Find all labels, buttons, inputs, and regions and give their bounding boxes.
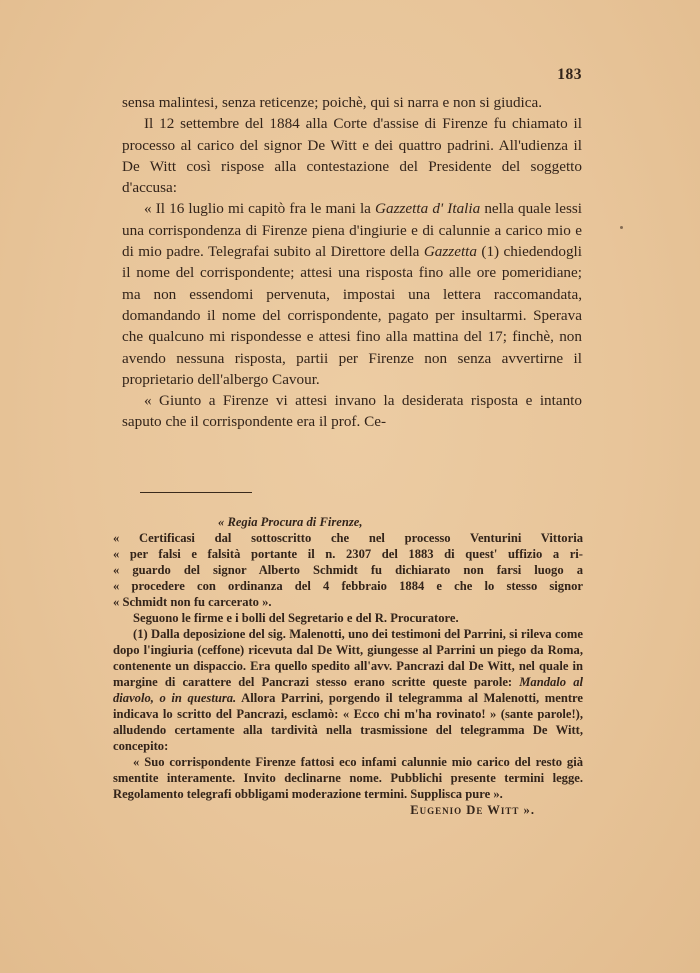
certificate-line: « procedere con ordinanza del 4 febbraio 1884 e che lo stesso signor	[113, 579, 583, 593]
footnote-telegram: « Suo corrispondente Firenze fattosi eco infami calunnie mio carico del resto già smentite interamente. Invito declinarne nome. Pubblichi presente termini legge. Regolamento telegrafi obbligami moderazione termini. Supplisca pure ».	[113, 755, 583, 801]
footnote-note1	[113, 626, 583, 754]
certificate-line: « guardo del signor Alberto Schmidt fu dichiarato non farsi luogo a	[113, 563, 583, 577]
statement-text-2: nella quale lessi una corrispondenza di Firenze piena d'ingiurie e di calunnie a carico mio e di mio padre. Telegrafai subito al Direttore della	[122, 200, 582, 261]
footnote-procura-heading: « Regia Procura di Firenze,	[218, 515, 363, 529]
paragraph-trial-intro: Il 12 settembre del 1884 alla Corte d'assise di Firenze fu chiamato il processo al carico del signor De Witt e dei quattro padrini. All'udienza il De Witt così rispose alla contestazione del Presidente del soggetto d'accusa:	[122, 115, 582, 197]
paragraph-continuation: sensa malintesi, senza reticenze; poichè, qui si narra e non si giudica.	[122, 94, 543, 111]
italic-mandalo-al-diavolo: Mandalo al diavolo, o in questura.	[113, 675, 583, 705]
footnote-signatures-line: Seguono le firme e i bolli del Segretario e del R. Procuratore.	[133, 611, 459, 625]
note1-text-1: (1) Dalla deposizione del sig. Malenotti, uno dei testimoni del Parrini, si rileva come dopo l'ingiuria (ceffone) ricevuta dal De Witt, giungesse al Parrini un piego da Roma, contenente un dispaccio. Era quello spedito all'avv. Pancrazi dal De Witt, nel quale in margine di carattere del Pancrazi stesso erano scritte queste parole:	[113, 627, 583, 689]
note1-text-2: Allora Parrini, porgendo il telegramma al Malenotti, mentre indicava lo scritto del Pancrazi, esclamò: « Ecco chi m'ha rovinato! » (sante parole!), alludendo certamente alla tardività nella trasmissione del telegramma De Witt, concepito:	[113, 691, 583, 753]
statement-text-3: (1) chiedendogli il nome del corrispondente; attesi una risposta fino alle ore pomeridiane; ma non essendomi pervenuta, impostai una lettera raccomandata, domandando il nome del corrispondente, pagato per insultarmi. Sperava che qualcuno mi rispondesse e attesi fino alla mattina del 17; finchè, non avendo nessuna risposta, partii per Firenze non senza avvertirne il proprietario dell'albergo Cavour.	[122, 243, 582, 388]
page-number: 183	[557, 66, 582, 83]
paragraph-dewitt-statement	[122, 198, 582, 390]
italic-gazzetta: Gazzetta	[423, 243, 477, 261]
footnote-signature-dewitt: Eugenio De Witt ».	[410, 803, 535, 817]
scan-artifact-dot	[620, 226, 623, 229]
certificate-line: « per falsi e falsità portante il n. 2307 del 1883 di quest' uffizio a ri-	[113, 547, 583, 561]
footnote-separator	[140, 492, 252, 493]
statement-text-1: « Il 16 luglio mi capitò fra le mani la	[144, 200, 376, 218]
italic-gazzetta-d-italia: Gazzetta d' Italia	[375, 200, 481, 218]
footnotes-block	[113, 514, 583, 818]
certificate-line: « Schmidt non fu carcerato ».	[113, 595, 272, 609]
main-text-block	[122, 92, 582, 433]
certificate-line: « Certificasi dal sottoscritto che nel processo Venturini Vittoria	[113, 531, 583, 545]
paragraph-giunto-firenze: « Giunto a Firenze vi attesi invano la desiderata risposta e intanto saputo che il corrispondente era il prof. Ce-	[122, 392, 582, 431]
footnote-certificate	[113, 530, 583, 610]
